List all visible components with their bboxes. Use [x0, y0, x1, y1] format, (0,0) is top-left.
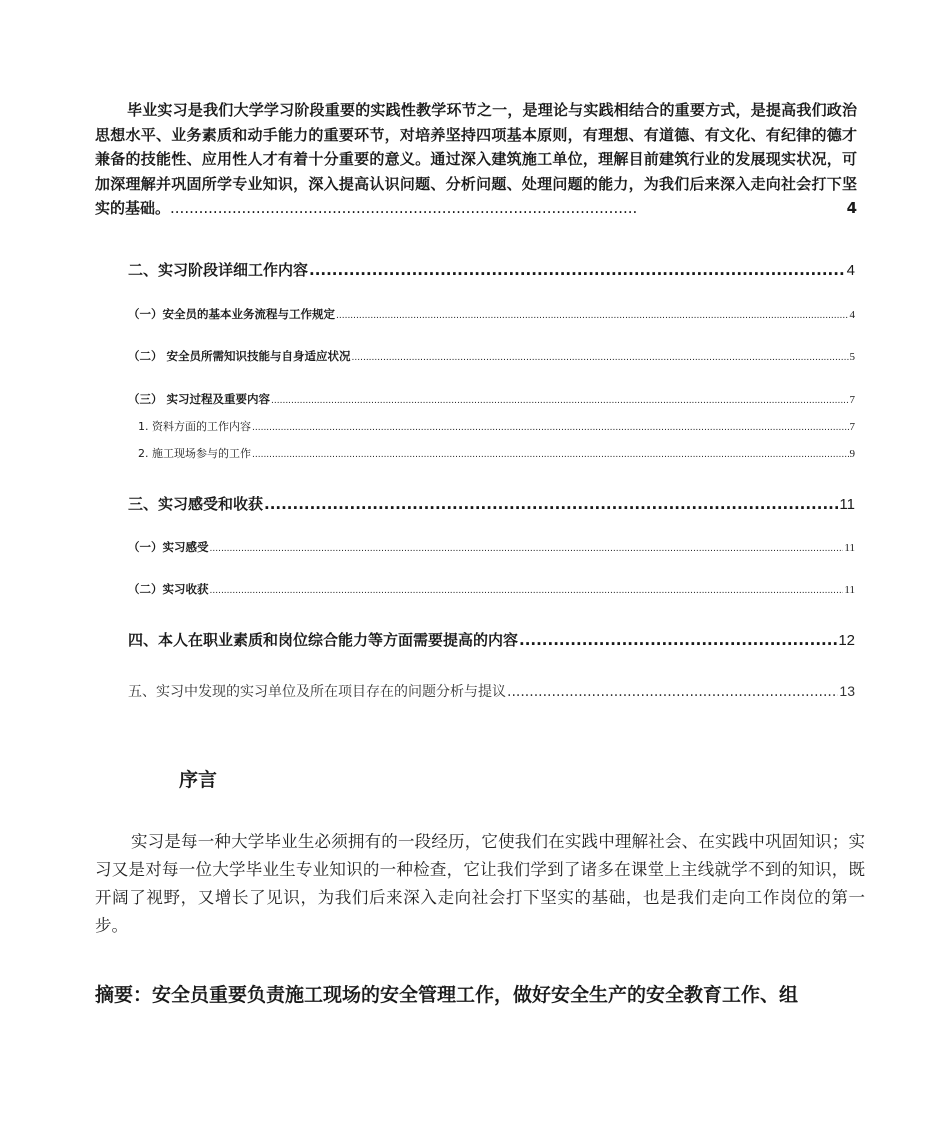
toc-entry-label: （三） 实习过程及重要内容 [128, 392, 271, 406]
toc-leader-dots [210, 586, 844, 596]
toc-entry-page: 4 [846, 262, 855, 279]
toc-entry-section-5[interactable] [128, 681, 855, 701]
toc-entry-section-2-3-1[interactable] [138, 418, 855, 434]
toc-entry-label: （一）安全员的基本业务流程与工作规定 [128, 307, 335, 321]
toc-entry-page: 7 [849, 421, 855, 433]
toc-leader-dots [519, 631, 837, 649]
toc-entry-label: 三、实习感受和收获 [128, 495, 264, 513]
toc-entry-section-3[interactable] [128, 493, 855, 514]
toc-entry-label: 二、实习阶段详细工作内容 [128, 261, 309, 279]
toc-leader-dots [271, 396, 848, 406]
toc-leader-dots [336, 311, 849, 321]
toc-intro-text: 毕业实习是我们大学学习阶段重要的实践性教学环节之一，是理论与实践相结合的重要方式，是提高我们政治思想水平、业务素质和动手能力的重要环节，对培养坚持四项基本原则，有理想、有道德、有文化、有纪律的德才兼备的技能性、应用性人才有着十分重要的意义。通过深入建筑施工单位，理解目前建筑行业的发展现实状况，可加深理解并巩固所学专业知识，深入提高认识问题、分析问题、处理问题的能力，为我们后来深入走向社会打下坚实的基础。 [95, 101, 857, 217]
toc-entry-section-3-1[interactable] [128, 539, 855, 555]
toc-entry-label: 2. 施工现场参与的工作 [138, 447, 251, 460]
toc-entry-page: 11 [844, 542, 855, 554]
toc-leader-dots [507, 684, 838, 700]
toc-entry-page: 5 [849, 351, 855, 363]
toc-intro-entry: 毕业实习是我们大学学习阶段重要的实践性教学环节之一，是理论与实践相结合的重要方式，是提高我们政治思想水平、业务素质和动手能力的重要环节，对培养坚持四项基本原则，有理想、有道德、有文化、有纪律的德才兼备的技能性、应用性人才有着十分重要的意义。通过深入建筑施工单位，理解目前建筑行业的发展现实状况，可加深理解并巩固所学专业知识，深入提高认识问题、分析问题、处理问题的能力，为我们后来深入走向社会打下坚实的基础。.................................................................................................. 4 [95, 98, 857, 221]
toc-entry-page: 13 [839, 683, 855, 699]
preface-title: 序言 [179, 769, 218, 791]
toc-entry-page: 11 [844, 584, 855, 596]
toc-leader-dots [309, 261, 846, 279]
toc-entry-label: 四、本人在职业素质和岗位综合能力等方面需要提高的内容 [128, 631, 519, 649]
toc-entry-section-3-2[interactable] [128, 581, 855, 597]
toc-entry-label: （二）实习收获 [128, 582, 209, 596]
toc-leader-dots [210, 544, 844, 554]
toc-entry-section-2-3[interactable] [128, 391, 855, 407]
toc-entry-label: 五、实习中发现的实习单位及所在项目存在的问题分析与提议 [128, 684, 506, 700]
toc-entry-page: 11 [839, 496, 855, 513]
toc-entry-section-2-1[interactable] [128, 306, 855, 322]
toc-entry-page: 9 [849, 448, 855, 460]
toc-entry-page: 4 [849, 309, 855, 321]
toc-entry-section-2[interactable] [128, 259, 855, 280]
toc-entry-section-4[interactable] [128, 629, 855, 650]
toc-entry-page: 12 [838, 632, 855, 649]
toc-intro-page: 4 [846, 199, 857, 217]
preface-body: 实习是每一种大学毕业生必须拥有的一段经历，它使我们在实践中理解社会、在实践中巩固知识；实习又是对每一位大学毕业生专业知识的一种检查，它让我们学到了诸多在课堂上主线就学不到的知识，既开阔了视野，又增长了见识，为我们后来深入走向社会打下坚实的基础，也是我们走向工作岗位的第一步。 [95, 832, 865, 935]
toc-leader-dots [264, 495, 838, 513]
toc-entry-label: 1. 资料方面的工作内容 [138, 420, 251, 433]
toc-entry-label: （二） 安全员所需知识技能与自身适应状况 [128, 349, 351, 363]
toc-entry-page: 7 [849, 394, 855, 406]
toc-leader-dots [252, 423, 849, 433]
abstract-heading: 摘要：安全员重要负责施工现场的安全管理工作，做好安全生产的安全教育工作、组 [95, 984, 799, 1006]
toc-entry-label: （一）实习感受 [128, 540, 209, 554]
toc-entry-section-2-3-2[interactable] [138, 445, 855, 461]
toc-leader-dots [252, 450, 849, 460]
toc-entry-section-2-2[interactable] [128, 348, 855, 364]
toc-leader-dots [352, 353, 849, 363]
